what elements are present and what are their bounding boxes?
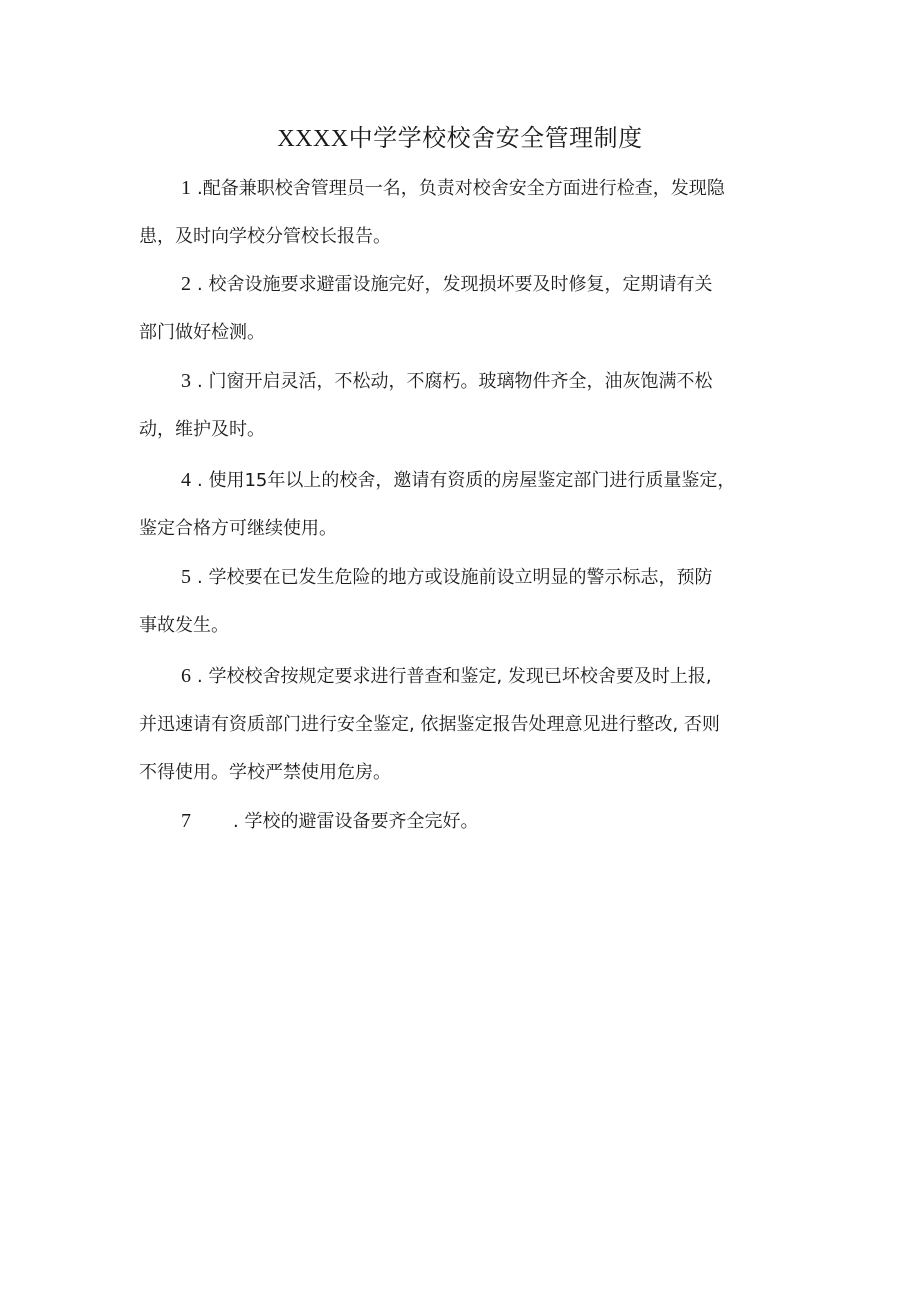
rule-item-5 (139, 553, 787, 650)
rule-text: . 使用15年以上的校舍，邀请有资质的房屋鉴定部门进行质量鉴定， (197, 470, 736, 491)
rule-number: 2 (181, 273, 191, 295)
rule-line: 部门做好检测。 (139, 322, 265, 343)
rule-item-3 (139, 357, 787, 454)
rule-line (139, 260, 787, 309)
rule-line (139, 164, 787, 213)
rule-line: 事故发生。 (139, 615, 229, 636)
rule-line (139, 553, 787, 602)
rule-line: 并迅速请有资质部门进行安全鉴定, 依据鉴定报告处理意见进行整改, 否则 (139, 714, 720, 735)
rule-item-1 (139, 164, 787, 261)
rule-text: . 门窗开启灵活，不松动，不腐朽。玻璃物件齐全，油灰饱满不松 (197, 371, 713, 392)
rule-number: 6 (181, 665, 191, 687)
rule-text: . 校舍设施要求避雷设施完好，发现损坏要及时修复，定期请有关 (197, 274, 713, 295)
rule-text: . 学校的避雷设备要齐全完好。 (233, 811, 479, 832)
rule-item-7 (139, 797, 787, 846)
rule-item-4 (139, 456, 787, 553)
rule-text: .配备兼职校舍管理员一名，负责对校舍安全方面进行检查，发现隐 (197, 178, 725, 199)
rule-number: 4 (181, 469, 191, 491)
rule-line (139, 797, 787, 846)
rule-line: 不得使用。学校严禁使用危房。 (139, 762, 391, 783)
rule-text: . 学校校舍按规定要求进行普查和鉴定, 发现已坏校舍要及时上报, (197, 666, 712, 687)
rule-line: 鉴定合格方可继续使用。 (139, 518, 337, 539)
rule-line (139, 456, 787, 505)
rule-item-2 (139, 260, 787, 357)
title-latin: XXXX (277, 126, 349, 152)
rule-number: 7 (181, 810, 191, 832)
rule-line: 患，及时向学校分管校长报告。 (139, 226, 391, 247)
rule-line: 动，维护及时。 (139, 419, 265, 440)
rule-number: 1 (181, 177, 191, 199)
rule-number: 3 (181, 370, 191, 392)
rule-item-6 (139, 652, 787, 797)
rule-text: . 学校要在已发生危险的地方或设施前设立明显的警示标志，预防 (197, 567, 713, 588)
rule-line (139, 652, 787, 701)
title-cjk: 中学学校校舍安全管理制度 (348, 124, 643, 152)
rule-line (139, 357, 787, 406)
document-title (0, 121, 920, 156)
rule-number: 5 (181, 566, 191, 588)
